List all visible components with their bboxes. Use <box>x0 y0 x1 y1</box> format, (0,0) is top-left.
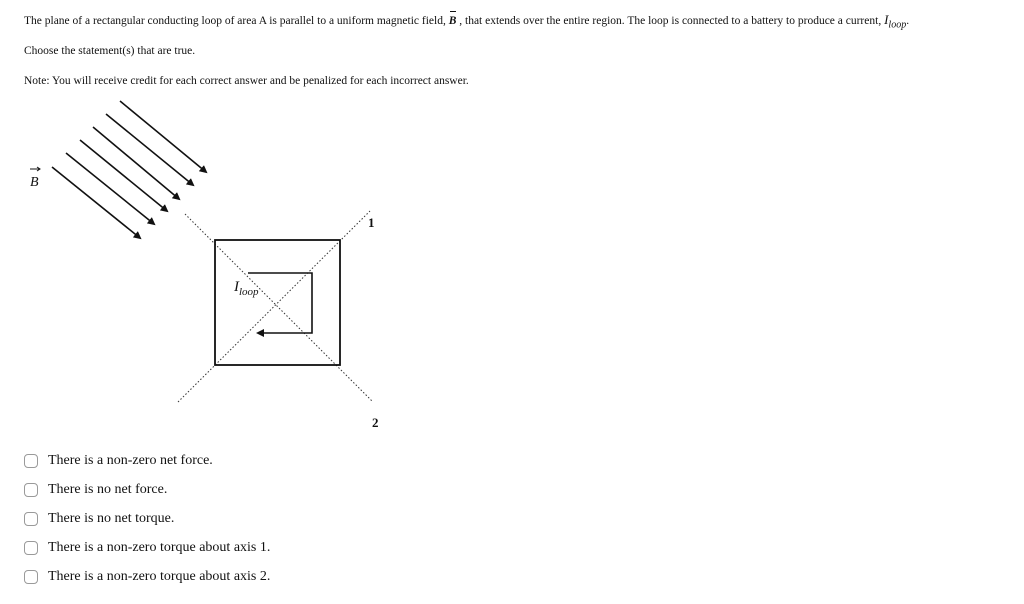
axis-2-label: 2 <box>372 415 379 430</box>
current-label: $I_{loop}$ <box>234 279 259 298</box>
current-symbol-subscript: loop <box>888 19 907 31</box>
current-direction-arrow <box>248 273 312 333</box>
option-label-no-net-force: There is no net force. <box>48 482 168 497</box>
option-row-nonzero-net-force[interactable] <box>24 451 213 471</box>
option-label-torque-axis-2: There is a non-zero torque about axis 2. <box>48 569 271 584</box>
option-checkbox-no-net-force[interactable] <box>24 483 38 497</box>
option-checkbox-nonzero-net-force[interactable] <box>24 454 38 468</box>
option-label-no-net-torque: There is no net torque. <box>48 511 175 526</box>
field-vector-symbol: B <box>448 15 457 27</box>
question-text <box>24 13 909 33</box>
axis-2-line <box>185 214 372 401</box>
option-checkbox-torque-axis-1[interactable] <box>24 541 38 555</box>
question-part1: The plane of a rectangular conducting loop of area A is parallel to a uniform magnetic field, <box>24 15 446 27</box>
option-row-torque-axis-1[interactable] <box>24 538 270 558</box>
option-row-no-net-torque[interactable] <box>24 509 174 529</box>
axis-1-label: 1 <box>368 215 375 230</box>
option-label-torque-axis-1: There is a non-zero torque about axis 1. <box>48 540 271 555</box>
instruction-text: Choose the statement(s) that are true. <box>24 45 196 57</box>
question-end: . <box>906 15 910 27</box>
field-label-text: B <box>30 175 39 190</box>
option-row-no-net-force[interactable] <box>24 480 167 500</box>
note-text: Note: You will receive credit for each correct answer and be penalized for each incorrect answer. <box>24 75 469 87</box>
field-arrows <box>52 101 206 238</box>
current-symbol <box>884 12 907 31</box>
option-checkbox-torque-axis-2[interactable] <box>24 570 38 584</box>
option-label-nonzero-net-force: There is a non-zero net force. <box>48 453 213 468</box>
current-symbol-letter: I <box>884 12 889 27</box>
option-row-torque-axis-2[interactable] <box>24 567 270 587</box>
magnetic-field-loop-diagram <box>0 95 420 440</box>
option-checkbox-no-net-torque[interactable] <box>24 512 38 526</box>
question-part2: , that extends over the entire region. The loop is connected to a battery to produce a current, <box>459 15 882 27</box>
field-label <box>30 167 40 190</box>
